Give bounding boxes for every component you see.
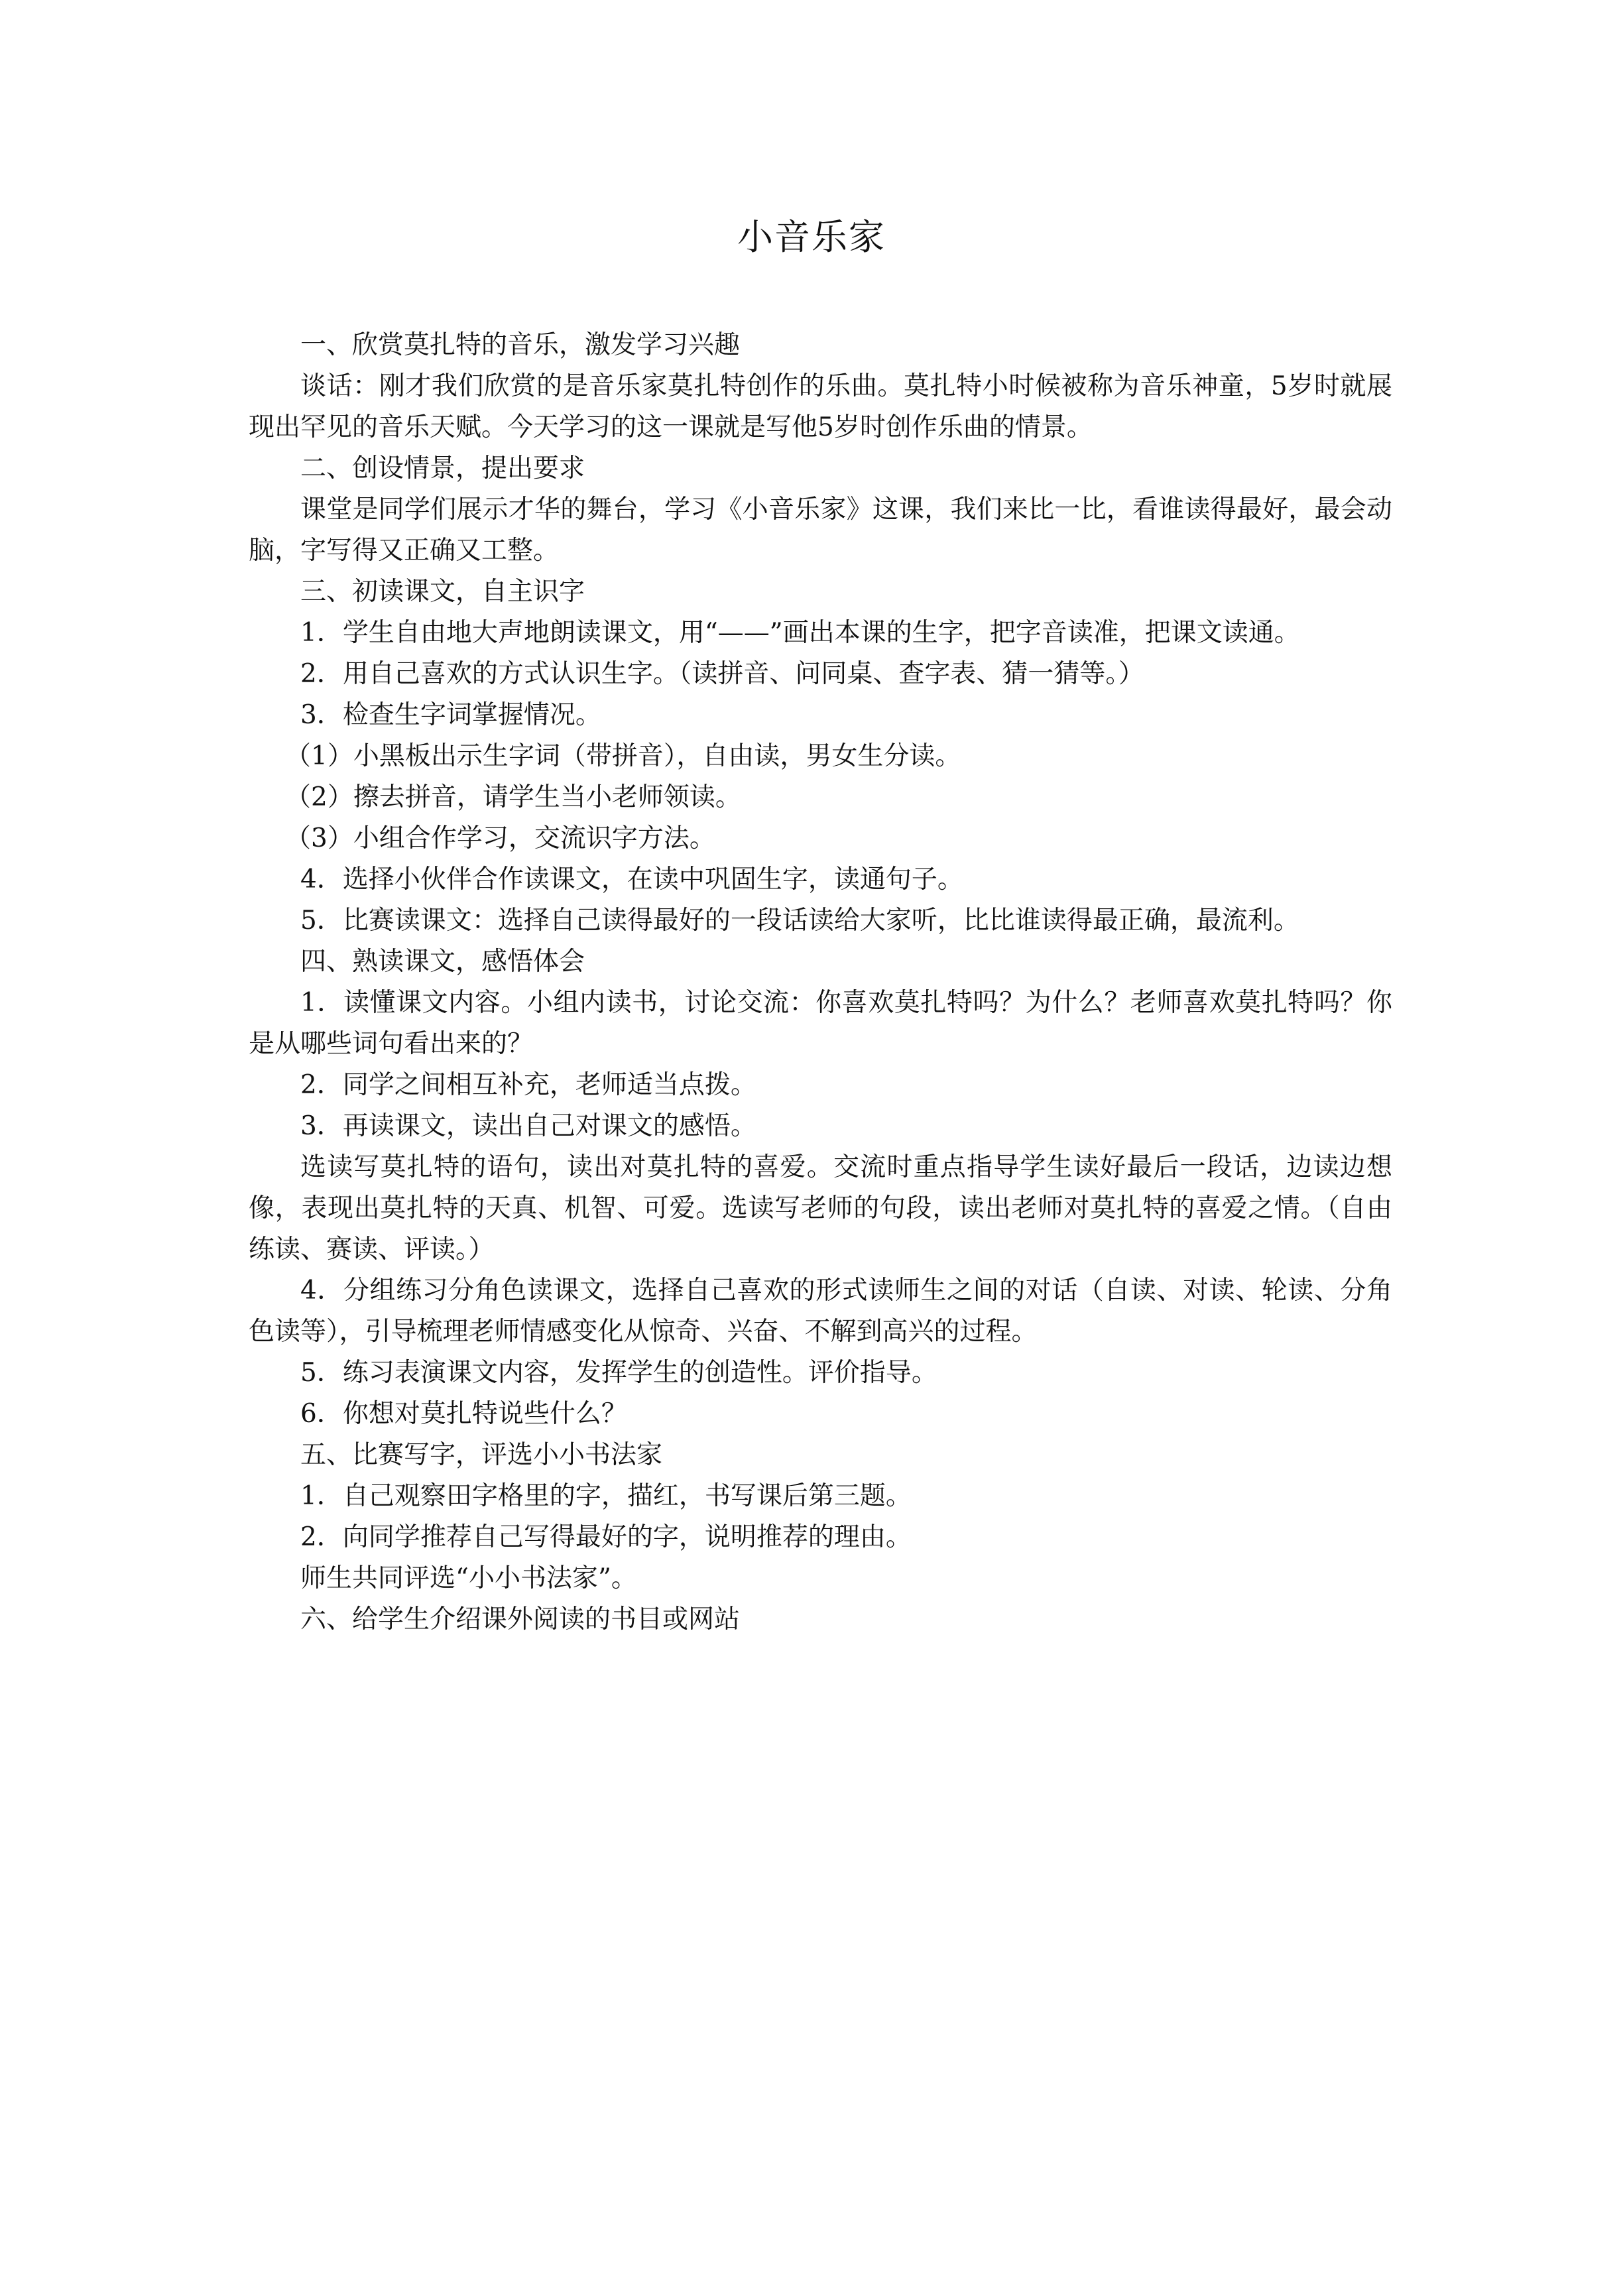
sub-list-item: （2）擦去拼音，请学生当小老师领读。 [285, 782, 741, 812]
list-item: 5．比赛读课文：选择自己读得最好的一段话读给大家听，比比谁读得最正确，最流利。 [300, 906, 1299, 936]
paragraph: 师生共同评选“小小书法家”。 [300, 1563, 637, 1593]
section-heading: 五、比赛写字，评选小小书法家 [300, 1440, 663, 1470]
list-item: 6．你想对莫扎特说些什么？ [300, 1399, 627, 1429]
list-item: 2．用自己喜欢的方式认识生字。（读拼音、问同桌、查字表、猜一猜等。） [300, 659, 1144, 689]
document-body [249, 325, 1392, 1640]
section-heading: 二、创设情景，提出要求 [300, 453, 585, 483]
list-item: 4．分组练习分角色读课文，选择自己喜欢的形式读师生之间的对话（自读、对读、轮读、分角色读等），引导梳理老师情感变化从惊奇、兴奋、不解到高兴的过程。 [249, 1276, 1392, 1347]
list-item: 3．检查生字词掌握情况。 [300, 700, 601, 730]
section-heading: 四、熟读课文，感悟体会 [300, 947, 585, 977]
paragraph: 谈话：刚才我们欣赏的是音乐家莫扎特创作的乐曲。莫扎特小时候被称为音乐神童，5岁时就展现出罕见的音乐天赋。今天学习的这一课就是写他5岁时创作乐曲的情景。 [249, 371, 1392, 442]
section-heading: 六、给学生介绍课外阅读的书目或网站 [300, 1604, 741, 1634]
list-item: 1．学生自由地大声地朗读课文，用“——”画出本课的生字，把字音读准，把课文读通。 [300, 618, 1300, 648]
paragraph: 课堂是同学们展示才华的舞台，学习《小音乐家》这课，我们来比一比，看谁读得最好，最会动脑，字写得又正确又工整。 [249, 495, 1392, 566]
list-item: 5．练习表演课文内容，发挥学生的创造性。评价指导。 [300, 1358, 937, 1388]
list-item: 2．同学之间相互补充，老师适当点拨。 [300, 1070, 756, 1100]
list-item: 4．选择小伙伴合作读课文，在读中巩固生字，读通句子。 [300, 865, 963, 894]
list-item: 1．读懂课文内容。小组内读书，讨论交流：你喜欢莫扎特吗？为什么？老师喜欢莫扎特吗？你是从哪些词句看出来的？ [249, 988, 1392, 1059]
list-item: 3．再读课文，读出自己对课文的感悟。 [300, 1111, 756, 1141]
list-item: 1．自己观察田字格里的字，描红，书写课后第三题。 [300, 1481, 912, 1511]
document-title: 小音乐家 [737, 216, 886, 258]
list-item: 2．向同学推荐自己写得最好的字，说明推荐的理由。 [300, 1522, 912, 1552]
sub-list-item: （1）小黑板出示生字词（带拼音），自由读，男女生分读。 [285, 741, 961, 771]
section-heading: 一、欣赏莫扎特的音乐，激发学习兴趣 [300, 330, 741, 360]
sub-list-item: （3）小组合作学习，交流识字方法。 [285, 823, 715, 853]
paragraph: 选读写莫扎特的语句，读出对莫扎特的喜爱。交流时重点指导学生读好最后一段话，边读边想像，表现出莫扎特的天真、机智、可爱。选读写老师的句段，读出老师对莫扎特的喜爱之情。（自由练读、赛读、评读。） [249, 1152, 1392, 1264]
section-heading: 三、初读课文，自主识字 [300, 577, 585, 607]
